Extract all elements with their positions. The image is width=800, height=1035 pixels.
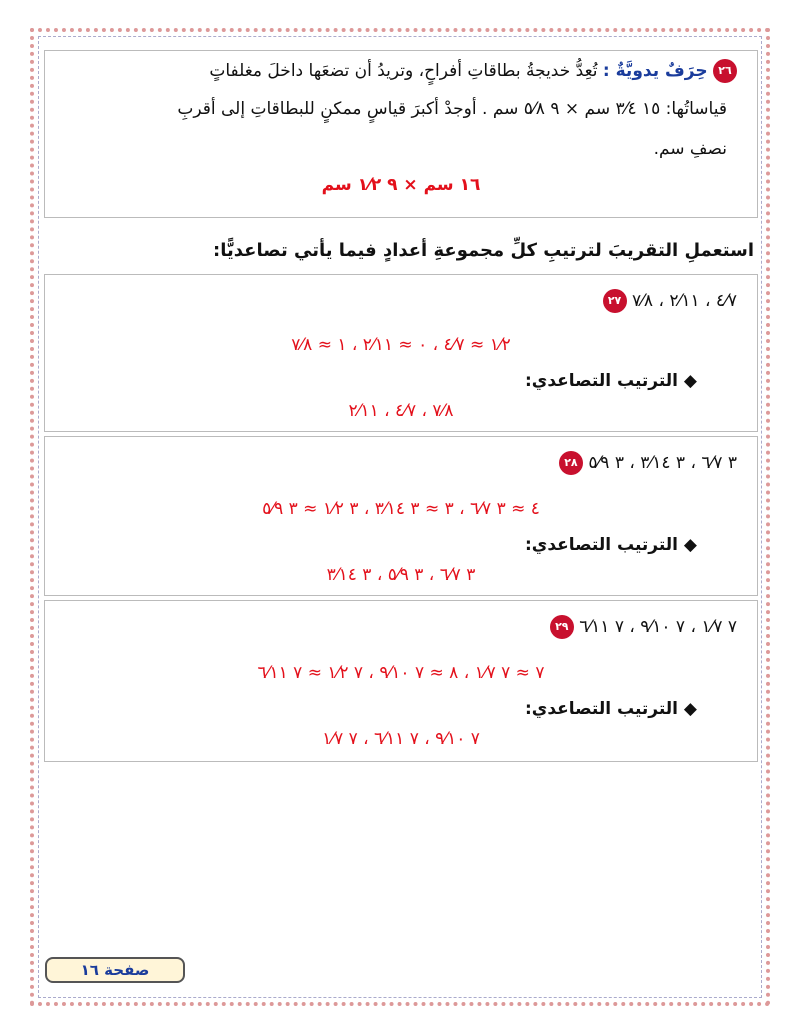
question-number-badge: ٢٨ [559,451,583,475]
question-26-box [44,50,758,218]
question-27-line [603,289,737,313]
question-number-badge: ٢٩ [550,615,574,639]
approximation-29: ٧ ≈ ٧ ١⁄٧ ، ٨ ≈ ٧ ٩⁄١٠ ، ٧ ١⁄٢ ≈ ٧ ٦⁄١١ [257,663,545,683]
answer-26: ١٦ سم × ٩ ١⁄٢ سم [321,175,481,195]
question-29-line [550,615,737,639]
approximation-28: ٤ ≈ ٣ ٦⁄٧ ، ٣ ≈ ٣ ٣⁄١٤ ، ٣ ١⁄٢ ≈ ٣ ٥⁄٩ [262,499,540,519]
question-29-fractions: ٧ ١⁄٧ ، ٧ ٩⁄١٠ ، ٧ ٦⁄١١ [579,617,737,637]
order-label: ◆ الترتيب التصاعدي: [524,535,697,555]
order-label: ◆ الترتيب التصاعدي: [524,371,697,391]
question-28-line [559,451,737,475]
instruction-text: استعملِ التقريبَ لترتيبِ كلِّ مجموعةِ أعدادٍ فيما يأتي تصاعديًّا: [213,240,754,261]
question-28-box [44,436,758,596]
question-number-badge: ٢٦ [713,59,737,83]
question-28-fractions: ٣ ٦⁄٧ ، ٣ ٣⁄١٤ ، ٣ ٥⁄٩ [588,453,737,473]
question-text-line1: تُعِدُّ خديجةُ بطاقاتِ أفراحٍ، وتريدُ أن تضعَها داخلَ مغلفاتٍ [209,61,598,81]
order-label: ◆ الترتيب التصاعدي: [524,699,697,719]
question-27-box [44,274,758,432]
question-text-line3: نصفِ سم. [653,139,727,159]
page-number: صفحة ١٦ [45,957,185,983]
question-number-badge: ٢٧ [603,289,627,313]
question-29-box [44,600,758,762]
question-27-fractions: ٤⁄٧ ، ٢⁄١١ ، ٧⁄٨ [631,291,737,311]
answer-28: ٣ ٦⁄٧ ، ٣ ٥⁄٩ ، ٣ ٣⁄١٤ [326,565,476,585]
question-topic: حِرَفٌ يدويَّةٌ : [602,61,708,81]
answer-29: ٧ ٩⁄١٠ ، ٧ ٦⁄١١ ، ٧ ١⁄٧ [322,729,480,749]
approximation-27: ١⁄٢ ≈ ٤⁄٧ ، ٠ ≈ ٢⁄١١ ، ١ ≈ ٧⁄٨ [291,335,511,355]
question-text-line2: قياساتُها: ١٥ ٣⁄٤ سم × ٩ ٥⁄٨ سم . أوجدْ أكبرَ قياسٍ ممكنٍ للبطاقاتِ إلى أقربِ [177,99,727,119]
question-26-line1 [209,59,737,83]
answer-27: ٧⁄٨ ، ٤⁄٧ ، ٢⁄١١ [348,401,454,421]
